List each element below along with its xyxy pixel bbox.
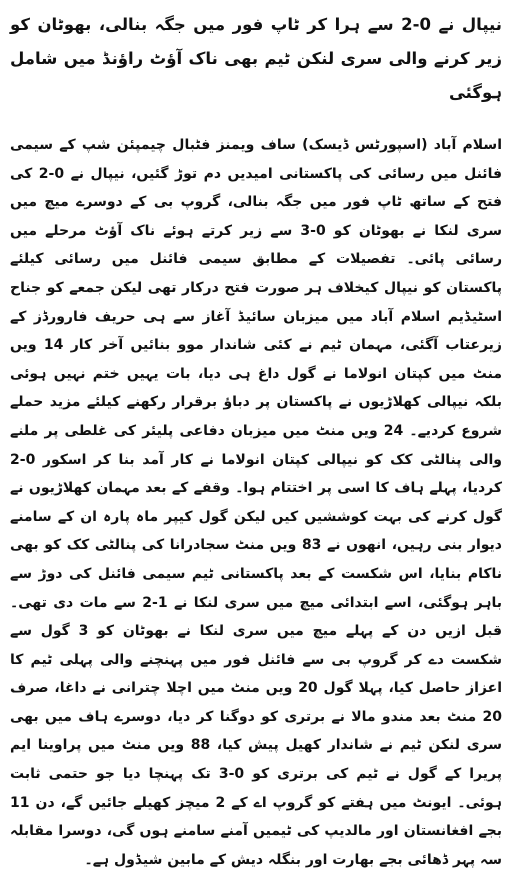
- article-headline: نیپال نے 0-2 سے ہرا کر ٹاپ فور میں جگہ بنالی، بھوٹان کو زیر کرنے والی سری لنکن ٹیم بھی ناک آؤٹ راؤنڈ میں شامل ہوگئی: [10, 15, 502, 102]
- news-article: [4, 0, 508, 868]
- article-body: اسلام آباد (اسپورٹس ڈیسک) ساف ویمنز فٹبال چیمپئن شپ کے سیمی فائنل میں رسائی کی پاکستانی امیدیں دم توڑ گئیں، نیپال نے 0-2 کی فتح کے ساتھ ٹاپ فور میں جگہ بنالی، گروپ بی کے دوسرے میچ میں سری لنکا نے بھوٹان کو 0-3 سے زیر کرتے ہوئے ناک آؤٹ مرحلے میں رسائی پائی۔ تفصیلات کے مطابق سیمی فائنل میں رسائی کیلئے پاکستان کو نیپال کیخلاف ہر صورت فتح درکار تھی لیکن جمعے کو جناح اسٹیڈیم اسلام آباد میں میزبان سائیڈ آغاز سے ہی حریف فارورڈز کے زیرعتاب آگئی، مہمان ٹیم نے کئی شاندار موو بنائیں آخر کار 14 ویں منٹ میں کپتان انولاما نے گول داغ ہی دیا، بات یہیں ختم نہیں ہوئی بلکہ نیپالی کھلاڑیوں نے پاکستان پر دباؤ برقرار رکھنے کیلئے مزید حملے شروع کردیے۔ 24 ویں منٹ میں میزبان دفاعی پلیئر کی غلطی پر ملنے والی پنالٹی کک کو نیپالی کپتان انولاما نے کار آمد بنا کر اسکور 0-2 کردیا، پہلے ہاف کا اسی پر اختتام ہوا۔ وقفے کے بعد مہمان کھلاڑیوں نے گول کرنے کی بہت کوششیں کیں لیکن گول کیپر ماہ پارہ ان کے سامنے دیوار بنی رہیں، انھوں نے 83 ویں منٹ سجادرانا کی پنالٹی کک کو بھی ناکام بنایا، اس شکست کے بعد پاکستانی ٹیم سیمی فائنل کی دوڑ سے باہر ہوگئی، اسے ابتدائی میچ میں سری لنکا نے 1-2 سے مات دی تھی۔ قبل ازیں دن کے پہلے میچ میں سری لنکا نے بھوٹان کو 3 گول سے شکست دے کر گروپ بی سے فائنل فور میں پہنچنے والی پہلی ٹیم کا اعزاز حاصل کیا، پہلا گول 20 ویں منٹ میں اچلا چترانی نے داغا، صرف 20 منٹ بعد مندو مالا نے برتری کو دوگنا کر دیا، دوسرے ہاف میں بھی سری لنکن ٹیم نے شاندار کھیل پیش کیا، 88 ویں منٹ میں پراوینا ایم پریرا کے گول نے ٹیم کی برتری کو 0-3 تک پہنچا دیا جو حتمی ثابت ہوئی۔ ایونٹ میں ہفتے کو گروپ اے کے 2 میچز کھیلے جائیں گے، دن 11 بجے افغانستان اور مالدیپ کی ٹیمیں آمنے سامنے ہوں گی، دوسرا مقابلہ سہ پہر ڈھائی بجے بھارت اور بنگلہ دیش کے مابین شیڈول ہے۔: [10, 137, 503, 868]
